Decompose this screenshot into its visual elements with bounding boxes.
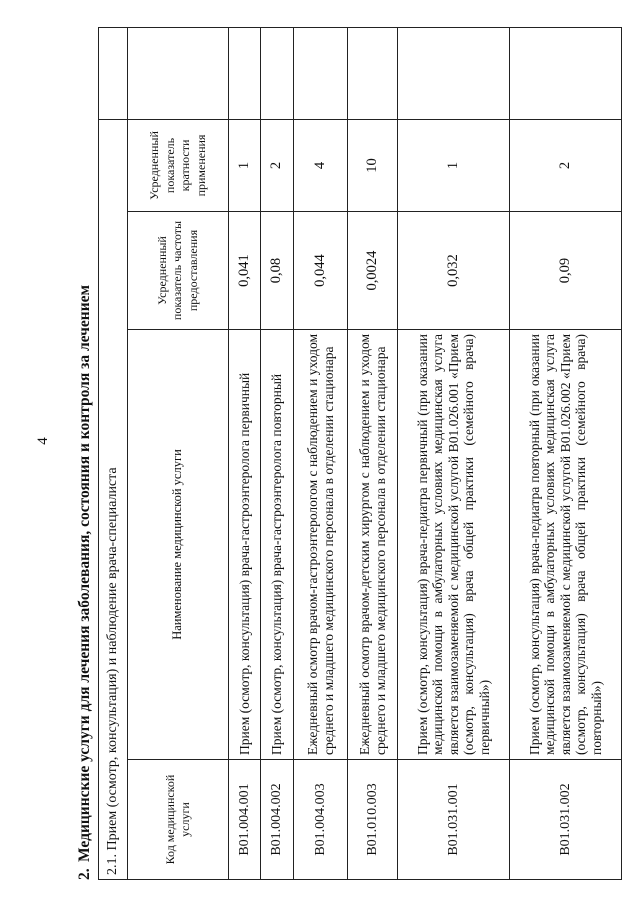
row-frequency: 0,0024 [348, 212, 398, 330]
row-empty-cell [261, 27, 294, 119]
table-row [229, 27, 261, 879]
section-heading [72, 285, 98, 880]
section-number: 2. [76, 868, 93, 880]
row-frequency: 0,08 [261, 212, 294, 330]
table-row [294, 27, 348, 879]
subsection-label: 2.1. Прием (осмотр, консультация) и наблюдение врача-специалиста [99, 119, 128, 879]
row-multiplicity: 1 [229, 119, 261, 211]
row-name: Ежедневный осмотр врачом-гастроэнтерологом с наблюдением и уходом среднего и младшего медицинского персонала в отделении стационара [294, 330, 348, 760]
document-content [72, 20, 612, 880]
section-title: Медицинские услуги для лечения заболевания, состояния и контроля за лечением [76, 284, 93, 862]
row-name: Прием (осмотр, консультация) врача-педиатра первичный (при оказании медицинской помощи в амбулаторных условиях медицинская услуга является взаимозаменяемой с медицинской услугой B01.026.001 «Прием (осмотр, консультация) врача общей практики (семейного врача) первичный») [398, 330, 510, 760]
header-frequency: Усредненный показатель частоты предоставления [128, 212, 229, 330]
row-code: B01.004.002 [261, 760, 294, 880]
row-name: Прием (осмотр, консультация) врача-педиатра повторный (при оказании медицинской помощи в амбулаторных условиях медицинская услуга является взаимозаменяемой с медицинской услугой B01.026.002 «Прием (осмотр, консультация) врача общей практики (семейного врача) повторный») [510, 330, 622, 760]
row-empty-cell [510, 27, 622, 119]
header-empty-cell [128, 27, 229, 119]
subsection-row [99, 27, 128, 879]
row-name: Прием (осмотр, консультация) врача-гастроэнтеролога первичный [229, 330, 261, 760]
row-code: B01.004.001 [229, 760, 261, 880]
row-multiplicity: 10 [348, 119, 398, 211]
header-multiplicity: Усредненный показатель кратности применения [128, 119, 229, 211]
row-empty-cell [348, 27, 398, 119]
header-code: Код медицинской услуги [128, 760, 229, 880]
row-empty-cell [294, 27, 348, 119]
table-header-row [128, 27, 229, 879]
row-frequency: 0,041 [229, 212, 261, 330]
row-multiplicity: 2 [510, 119, 622, 211]
row-frequency: 0,032 [398, 212, 510, 330]
row-empty-cell [398, 27, 510, 119]
table-row [398, 27, 510, 879]
row-multiplicity: 4 [294, 119, 348, 211]
row-name: Прием (осмотр, консультация) врача-гастроэнтеролога повторный [261, 330, 294, 760]
row-code: B01.031.002 [510, 760, 622, 880]
row-name: Ежедневный осмотр врачом-детским хирургом с наблюдением и уходом среднего и младшего медицинского персонала в отделении стационара [348, 330, 398, 760]
row-code: B01.004.003 [294, 760, 348, 880]
row-multiplicity: 1 [398, 119, 510, 211]
page-number: 4 [35, 437, 51, 445]
header-name: Наименование медицинской услуги [128, 330, 229, 760]
row-code: B01.010.003 [348, 760, 398, 880]
row-code: B01.031.001 [398, 760, 510, 880]
services-table [98, 27, 622, 880]
row-multiplicity: 2 [261, 119, 294, 211]
subsection-empty-cell [99, 27, 128, 119]
table-row [261, 27, 294, 879]
table-row [348, 27, 398, 879]
row-empty-cell [229, 27, 261, 119]
row-frequency: 0,09 [510, 212, 622, 330]
table-row [510, 27, 622, 879]
row-frequency: 0,044 [294, 212, 348, 330]
